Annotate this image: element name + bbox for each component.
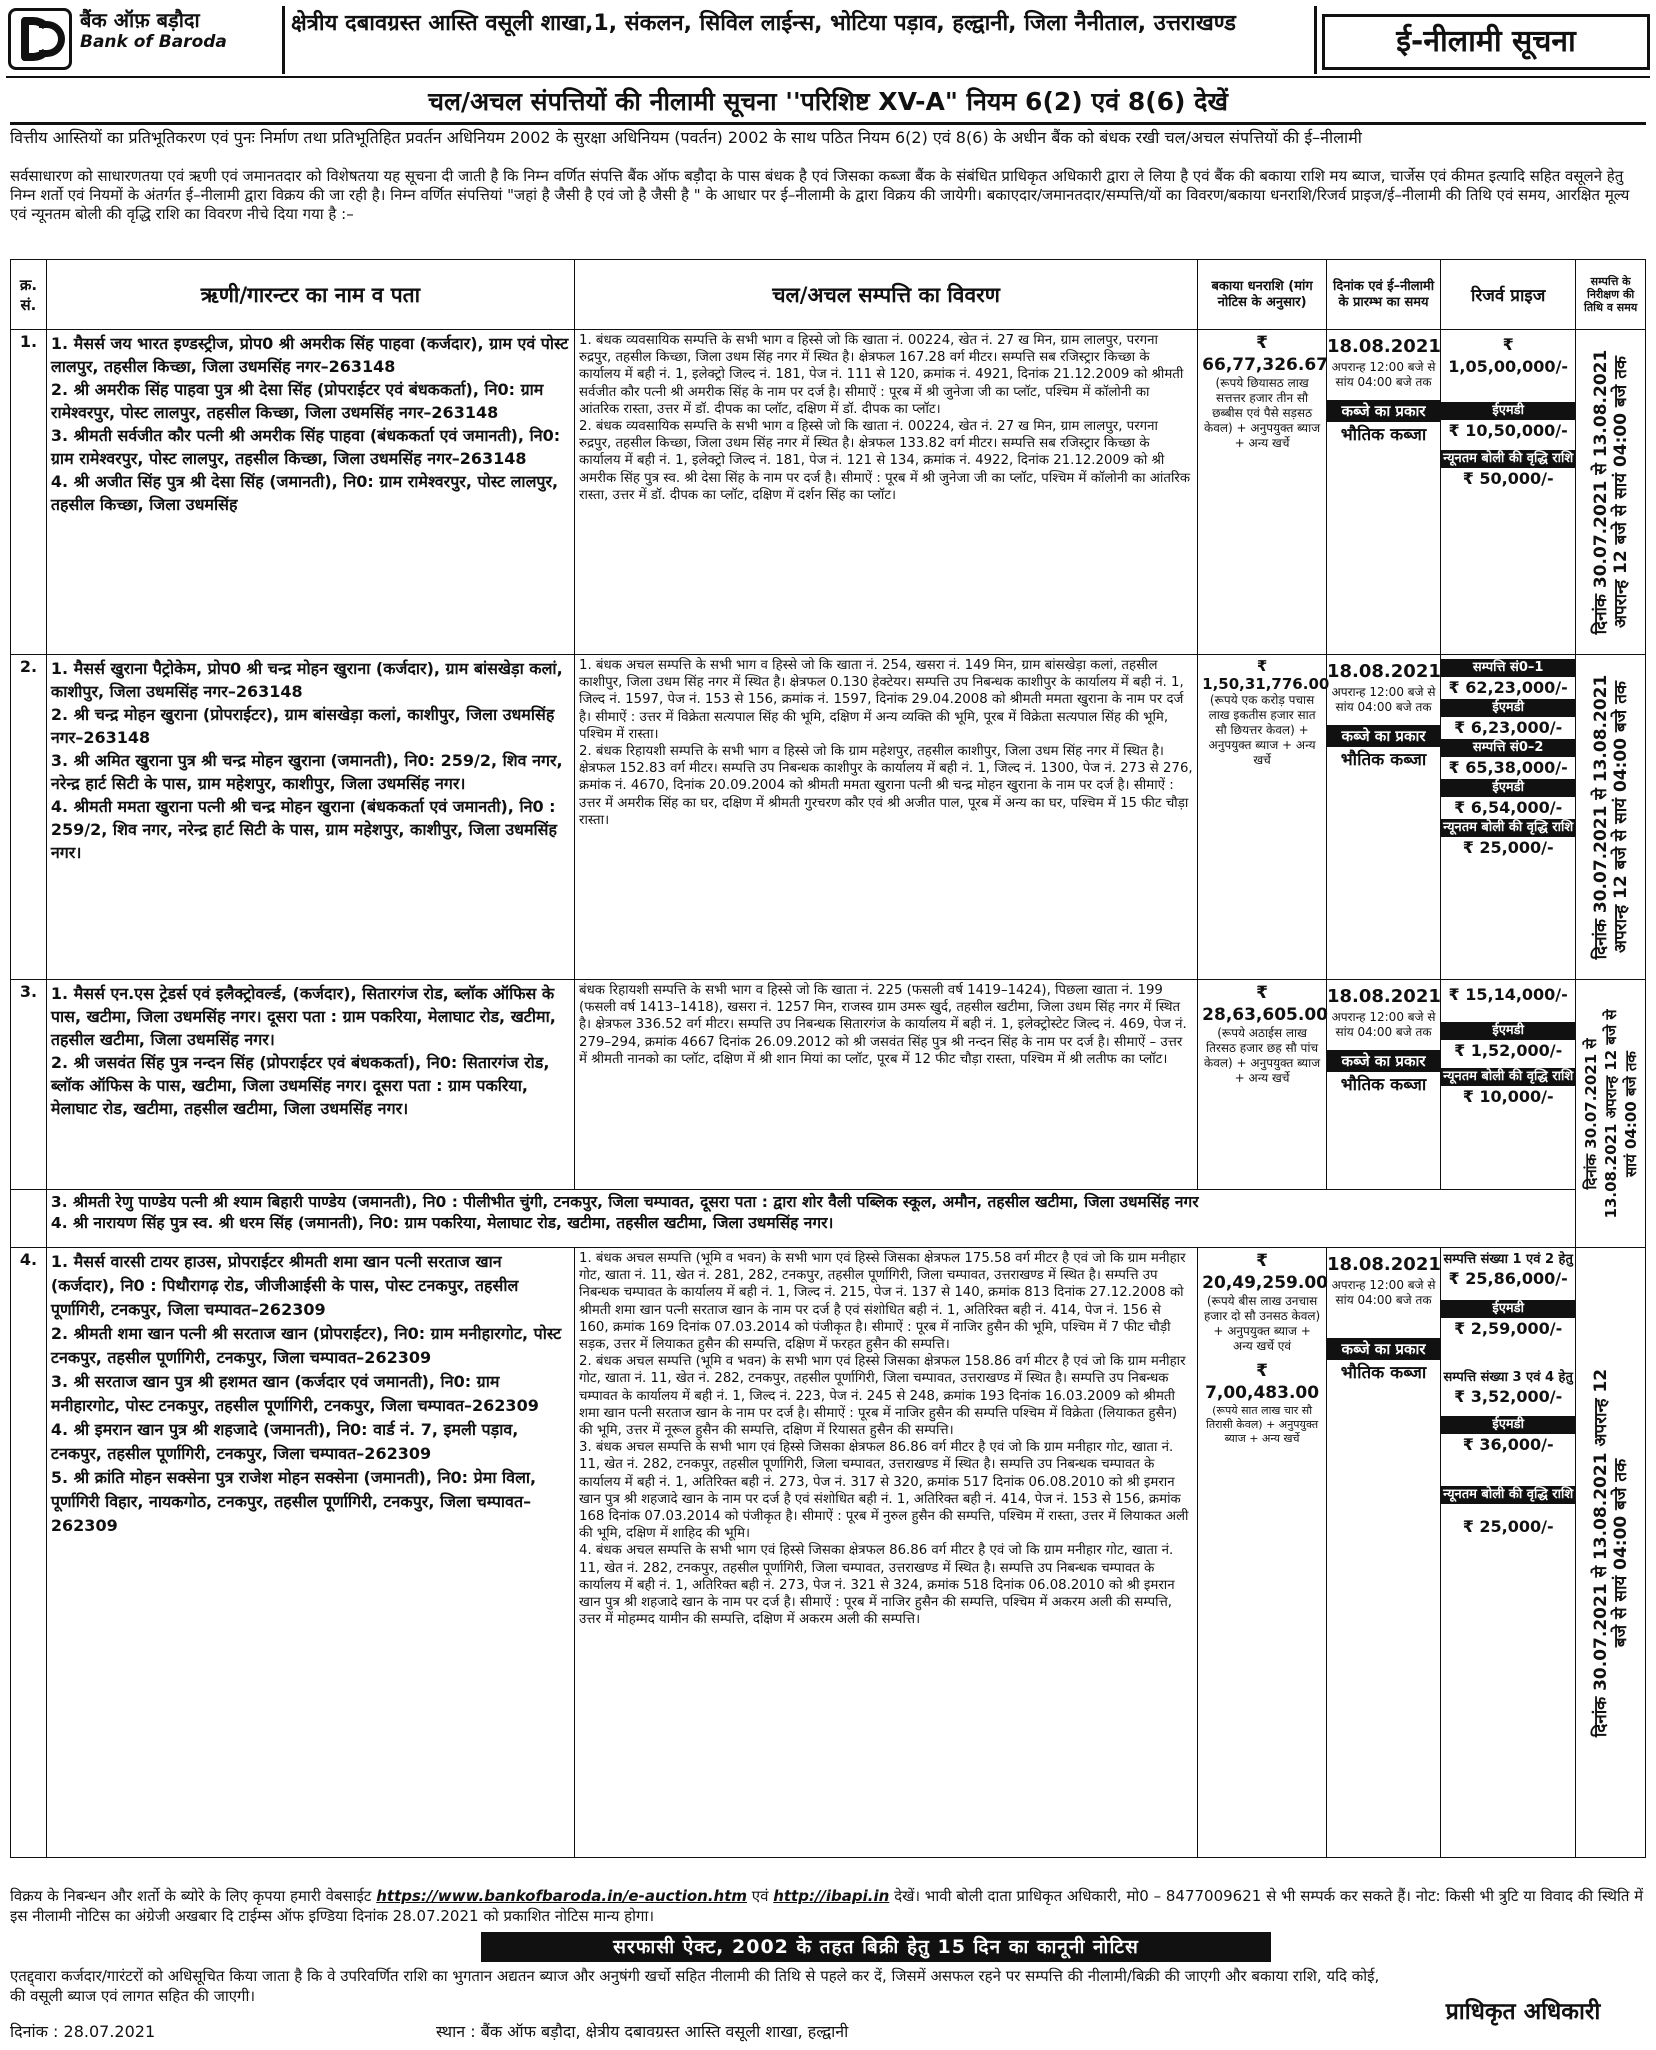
dues-words-2: (रूपये सात लाख चार सौ तिरासी केवल) + अनुपयुक्त ब्याज + अन्य खर्चे — [1206, 1404, 1319, 1445]
property-cell — [575, 655, 1198, 980]
bank-name-hindi: बैंक ऑफ़ बड़ौदा — [80, 8, 200, 32]
auction-date: 18.08.2021 — [1327, 336, 1441, 357]
auction-date-cell — [1327, 1248, 1441, 1858]
inspection-cell — [1576, 655, 1646, 980]
party-entry: 2. श्रीमती शमा खान पत्नी श्री सरताज खान (प्रोपराईटर), नि0: ग्राम मनीहारगोट, पोस्ट टनकपुर, तहसील पूर्णागिरी, टनकपुर, जिला चम्पावत–262309 — [50, 1324, 562, 1367]
emd-label: ईएमडी — [1441, 1022, 1575, 1040]
sarfaesi-text: एतद्द्वारा कर्जदार/गारंटरों को अधिसूचित किया जाता है कि वे उपरिवर्णित राशि का भुगतान अद्यतन ब्याज और अनुषंगी खर्चो सहित नीलामी की तिथि से पहले कर दें, जिसमें असफल रहने पर सम्पत्ति की नीलामी/बिक्री की जाएगी और बकाया राशि, यदि कोई, की वसूली ब्याज एवं लागत सहित की जाएगी। — [10, 1967, 1380, 2005]
table-row-extra-parties — [11, 1190, 1646, 1248]
inspection-cell — [1576, 980, 1646, 1248]
dues-amount: ₹ 66,77,326.67 — [1202, 333, 1328, 375]
table-row — [11, 980, 1646, 1190]
borrower-cell — [46, 655, 574, 980]
page-title: चल/अचल संपत्तियों की नीलामी सूचना ''परिशिष्ट XV-A" नियम 6(2) एवं 8(6) देखें — [428, 87, 1228, 116]
auction-time: अपरान्ह 12:00 बजे से सांय 04:00 बजे तक — [1331, 360, 1436, 389]
dues-cell — [1198, 330, 1327, 655]
dues-amount: ₹ 28,63,605.00 — [1202, 983, 1328, 1025]
property-entry: 2. बंधक रिहायशी सम्पत्ति के सभी भाग व हिस्से जो कि ग्राम महेशपुर, तहसील काशीपुर, जिला उधम सिंह नगर में स्थित है। क्षेत्रफल 152.83 वर्ग मीटर। सम्पत्ति उप निबन्धक काशीपुर के कार्यालय में बही नं. 1, जिल्द नं. 1300, पेज नं. 273 से 276, क्रमांक नं. 4670, दिनांक 20.09.2004 को श्रीमती ममता खुराना पत्नी श्री चन्द्र मोहन खुराना के नाम पर दर्ज है। सीमाऐं : उत्तर में अमरीक सिंह का घर, दक्षिण में श्रीमती गुरचरण कौर एवं श्री अजीत पाल, पूरब में अन्य का घर, पश्चिम में 15 फीट चौड़ा रास्ता। — [579, 744, 1193, 828]
min-bid-amount: ₹ 10,000/- — [1462, 1087, 1554, 1106]
property-entry: 3. बंधक अचल सम्पत्ति के सभी भाग एवं हिस्से जिसका क्षेत्रफल 86.86 वर्ग मीटर है एवं जो कि ग्राम मनीहार गोट, खाता नं. 11, खेत नं. 282, टनकपुर, तहसील पूर्णागिरी, जिला चम्पावत, उत्तराखण्ड में स्थित है। सम्पत्ति उप निबन्धक चम्पावत के कार्यालय में बही नं. 1, अतिरिक्त बही नं. 273, पेज नं. 317 से 320, क्रमांक 517 दिनांक 06.08.2010 को श्री इमरान खान पुत्र श्री शहजादे खान के नाम पर दर्ज है एवं संशोधित बही नं. 1, अतिरिक्त बही नं. 414, पेज नं. 153 से 156, क्रमांक 168 दिनांक 07.03.2014 को पंजीकृत है। सीमाऐं : पूरब में नुरुल हुसैन की सम्पत्ति, पश्चिम में रास्ता, उत्तर में लियाकत अली की भूमि, दक्षिण में शाहिद की भूमि। — [579, 1440, 1189, 1542]
auction-time: अपरान्ह 12:00 बजे से सांय 04:00 बजे तक — [1331, 685, 1436, 714]
emd-label: ईएमडी — [1441, 402, 1575, 420]
borrower-cell — [46, 980, 574, 1190]
auction-time: अपरान्ह 12:00 बजे से सांय 04:00 बजे तक — [1331, 1278, 1436, 1307]
notice-place: स्थान : बैंक ऑफ बड़ौदा, क्षेत्रीय दबावग्रस्त आस्ति वसूली शाखा, हल्द्वानी — [436, 2022, 849, 2041]
property-cell — [575, 980, 1198, 1190]
party-entry: 1. मैसर्स वारसी टायर हाउस, प्रोपराईटर श्रीमती शमा खान पत्नी सरताज खान (कर्जदार), नि0 : पिथौरागढ़ रोड, जीजीआईसी के पास, पोस्ट टनकपुर, तहसील पूर्णागिरी, टनकपुर, जिला चम्पावत–262309 — [50, 1252, 519, 1319]
table-row — [11, 1248, 1646, 1858]
party-entry: 1. मैसर्स जय भारत इण्डस्ट्रीज, प्रोप0 श्री अमरीक सिंह पाहवा (कर्जदार), ग्राम एवं पोस्ट लालपुर, तहसील किच्छा, जिला उधमसिंह नगर–263148 — [50, 334, 569, 376]
table-header-row — [11, 260, 1646, 330]
header-divider — [282, 6, 285, 74]
reserve-price-cell — [1441, 655, 1576, 980]
serial-number: 3. — [11, 980, 47, 1190]
min-bid-amount: ₹ 25,000/- — [1462, 1517, 1554, 1536]
sarfaesi-heading: सरफासी ऐक्ट, 2002 के तहत बिक्री हेतु 15 दिन का कानूनी नोटिस — [481, 1932, 1271, 1962]
min-bid-label: न्यूनतम बोली की वृद्धि राशि — [1441, 450, 1575, 468]
column-header-inspection: सम्पत्ति के निरीक्षण की तिथि व समय — [1576, 260, 1646, 330]
emd-amount: ₹ 36,000/- — [1462, 1435, 1554, 1454]
property-entry: 1. बंधक अचल सम्पत्ति के सभी भाग व हिस्से जो कि खाता नं. 254, खसरा नं. 149 मिन, ग्राम बांसखेड़ा कलां, तहसील काशीपुर, जिला उधम सिंह नगर में स्थित है। क्षेत्रफल 0.130 हेक्टेयर। सम्पत्ति उप निबन्धक काशीपुर के कार्यालय में बही नं. 1, जिल्द नं. 1597, पेज नं. 153 से 156, क्रमांक नं. 1597, दिनांक 29.04.2008 को श्रीमती ममता खुराना के नाम पर दर्ज है। सीमाऐं : उत्तर में विक्रेता सत्यपाल सिंह की भूमि, दक्षिण में अन्य व्यक्ति की भूमि, पूरब में विक्रेता सत्यपाल सिंह की भूमि, पश्चिम में रास्ता। — [579, 658, 1184, 742]
branch-address: क्षेत्रीय दबावग्रस्त आस्ति वसूली शाखा,1, संकलन, सिविल लाईन्स, भोटिया पड़ाव, हल्द्वानी, जिला नैनीताल, उत्तराखण्ड — [291, 11, 1236, 36]
intro-paragraph: सर्वसाधारण को साधारणतया एवं ऋणी एवं जमानतदार को विशेषतया यह सूचना दी जाती है कि निम्न वर्णित संपत्ति बैंक ऑफ बड़ौदा के पास बंधक है एवं जिसका कब्जा बैंक के संबंधित प्राधिकृत अधिकारी द्वारा ले लिया है एवं बैंक की बकाया राशि मय ब्याज, चार्जेस एवं कीमत इत्यादि सहित वसूलने हेतु निम्न शर्तो एवं नियमों के अंतर्गत ई–नीलामी द्वारा विक्रय की जा रही है। निम्न वर्णित संपत्तियां "जहां है जैसी है एवं जो है जैसी है " के आधार पर ई–नीलामी के द्वारा विक्रय की जायेगी। बकाएदार/जमानतदार/सम्पत्ति/यों का विवरण/बकाया धनराशि/रिजर्व प्राइज/ई–नीलामी की तिथि एवं समय, आरक्षित मूल्य एवं न्यूनतम बोली की वृद्धि राशि का विवरण नीचे दिया गया है :– — [10, 167, 1630, 223]
dues-words: (रूपये एक करोड़ पचास लाख इकतीस हजार सात सौ छियत्तर केवल) + अनुपयुक्त ब्याज + अन्य खर्चे — [1208, 693, 1316, 767]
terms-text-pre: विक्रय के निबन्धन और शर्तो के ब्योरे के लिए कृपया हमारी वेबसाईट — [10, 1887, 372, 1905]
dues-words: (रूपये छियासठ लाख सत्तत्तर हजार तीन सौ छब्बीस एवं पैसे सड़सठ केवल) + अनुपयुक्त ब्याज + अन्य खर्चे — [1204, 376, 1321, 450]
dues-words: (रूपये अठाईस लाख तिरसठ हजार छह सौ पांच केवल) + अनुपयुक्त ब्याज + अन्य खर्चे — [1204, 1026, 1321, 1085]
min-bid-amount: ₹ 25,000/- — [1462, 838, 1554, 857]
auction-website-link[interactable]: https://www.bankofbaroda.in/e-auction.htm — [376, 1887, 747, 1905]
property-entry: बंधक रिहायशी सम्पत्ति के सभी भाग व हिस्से जो कि खाता नं. 225 (फसली वर्ष 1419–1424), पिछला खाता नं. 199 (फसली वर्ष 1413–1418), खसरा नं. 1257 मिन, राजस्व ग्राम उमरू खुर्द, तहसील खटीमा, जिला उधम सिंह नगर में स्थित है। क्षेत्रफल 336.52 वर्ग मीटर। सम्पत्ति उप निबन्धक सितारगंज के कार्यालय में बही नं. 1, इलेक्ट्रोस्टेट जिल्द नं. 469, पेज नं. 279–294, क्रमांक 4667 दिनांक 26.09.2012 को श्री जसवंत सिंह पुत्र श्री नन्दन सिंह के नाम पर दर्ज है। सीमाऐं – उत्तर में श्रीमती नानको का प्लॉट, दक्षिण में श्री शान मियां का प्लॉट, पूरब में 12 फीट चौड़ा रास्ता, पश्चिम में श्री लतीफ का प्लॉट। — [579, 983, 1187, 1067]
reserve-price: ₹ 25,86,000/- — [1448, 1269, 1568, 1288]
reserve-price: ₹ 3,52,000/- — [1454, 1387, 1563, 1406]
auction-date: 18.08.2021 — [1327, 1254, 1441, 1275]
header-divider — [1314, 6, 1317, 74]
auction-table — [10, 259, 1646, 1858]
reserve-price: ₹ 1,05,00,000/- — [1448, 335, 1569, 376]
party-entry: 5. श्री क्रांति मोहन सक्सेना पुत्र राजेश मोहन सक्सेना (जमानती), नि0: प्रेमा विला, पूर्णागिरी विहार, नायकगोठ, टनकपुर, तहसील पूर्णागिरी, टनकपुर, जिला चम्पावत–262309 — [50, 1468, 537, 1535]
possession-type-label: कब्जे का प्रकार — [1327, 1050, 1440, 1072]
property-entry: 1. बंधक अचल सम्पत्ति (भूमि व भवन) के सभी भाग एवं हिस्से जिसका क्षेत्रफल 175.58 वर्ग मीटर है एवं जो कि ग्राम मनीहार गोट, खाता नं. 11, खेत नं. 281, 282, टनकपुर, तहसील पूर्णागिरी, जिला चम्पावत, उत्तराखण्ड में स्थित है। सम्पत्ति उप निबन्धक चम्पावत के कार्यालय में बही नं. 1, जिल्द नं. 215, पेज नं. 137 से 140, क्रमांक 813 दिनांक 27.12.2008 को श्रीमती शमा खान पत्नी सरताज खान के नाम पर दर्ज है एवं संशोधित बही नं. 1, अतिरिक्त बही नं. 414, पेज नं. 156 से 160, क्रमांक 169 दिनांक 07.03.2014 को पंजीकृत है। सीमाऐं : पूरब में नाजिर हुसैन की भूमि, पश्चिम में 7 फीट चौड़ी सड़क, उत्तर में लियाकत हुसैन की सम्पत्ति, दक्षिण में फरहत हुसैन की सम्पत्ति। — [579, 1251, 1186, 1353]
intro-heading: वित्तीय आस्तियों का प्रतिभूतिकरण एवं पुनः निर्माण तथा प्रतिभूतिहित प्रवर्तन अधिनियम 2002 के सुरक्षा अधिनियम (पवर्तन) 2002 के साथ पठित नियम 6(2) एवं 8(6) के अधीन बैंक को बंधक रखी चल/अचल संपत्तियों की ई–नीलामी — [10, 128, 1362, 147]
terms-text-mid: एवं — [751, 1887, 769, 1905]
possession-type-value: भौतिक कब्जा — [1340, 425, 1427, 445]
auction-time: अपरान्ह 12:00 बजे से सांय 04:00 बजे तक — [1331, 1010, 1436, 1039]
party-entry: 4. श्री नारायण सिंह पुत्र स्व. श्री धरम सिंह (जमानती), नि0: ग्राम पकरिया, मेलाघाट रोड, खटीमा, तहसील खटीमा, जिला उधमसिंह नगर। — [50, 1214, 834, 1232]
party-entry: 3. श्रीमती रेणु पाण्डेय पत्नी श्री श्याम बिहारी पाण्डेय (जमानती), नि0 : पीलीभीत चुंगी, टनकपुर, जिला चम्पावत, दूसरा पता : द्वारा शोर वैली पब्लिक स्कूल, अमौन, तहसील खटीमा, जिला उधमसिंह नगर — [50, 1193, 1199, 1211]
notice-page — [6, 4, 1650, 2046]
property-group-label: सम्पत्ति संख्या 1 एवं 2 हेतु — [1443, 1252, 1573, 1267]
reserve-price: ₹ 62,23,000/- — [1448, 678, 1568, 697]
column-header-sn: क्र. सं. — [11, 260, 47, 330]
auction-date: 18.08.2021 — [1327, 986, 1441, 1007]
min-bid-label: न्यूनतम बोली की वृद्धि राशि — [1441, 819, 1575, 837]
dues-amount-2: ₹ 7,00,483.00 — [1205, 1361, 1320, 1403]
emd-label: ईएमडी — [1441, 779, 1575, 797]
party-entry: 4. श्रीमती ममता खुराना पत्नी श्री चन्द्र मोहन खुराना (बंधककर्ता एवं जमानती), नि0 : 259/2, शिव नगर, नरेन्द्र हार्ट सिटी के पास, ग्राम महेशपुर, काशीपुर, जिला उधमसिंह नगर। — [50, 797, 557, 862]
bank-logo — [8, 6, 278, 76]
dues-cell — [1198, 1248, 1327, 1858]
serial-number: 2. — [11, 655, 47, 980]
reserve-price: ₹ 65,38,000/- — [1448, 758, 1568, 777]
dues-amount: ₹ 20,49,259.00 — [1202, 1251, 1328, 1293]
column-header-auction-date: दिनांक एवं ई–नीलामी के प्रारम्भ का समय — [1327, 260, 1441, 330]
column-header-reserve-price: रिजर्व प्राइज — [1441, 260, 1576, 330]
possession-type-label: कब्जे का प्रकार — [1327, 725, 1440, 747]
possession-type-label: कब्जे का प्रकार — [1327, 400, 1440, 422]
bank-logo-icon — [8, 8, 72, 70]
emd-amount: ₹ 2,59,000/- — [1454, 1319, 1563, 1338]
possession-type-value: भौतिक कब्जा — [1340, 750, 1427, 770]
property-cell — [575, 1248, 1198, 1858]
property-2-label: सम्पत्ति सं0–2 — [1441, 739, 1575, 757]
reserve-price-cell — [1441, 980, 1576, 1190]
table-row — [11, 655, 1646, 980]
emd-label: ईएमडी — [1441, 1416, 1575, 1434]
inspection-date: दिनांक 30.07.2021 से 13.08.2021 अपरान्ह 12 बजे से सायं 04:00 बजे तक — [1581, 1009, 1640, 1218]
notice-type-badge: ई-नीलामी सूचना — [1322, 14, 1650, 70]
possession-type-value: भौतिक कब्जा — [1340, 1075, 1427, 1095]
terms-text-post: देखें। भावी बोली दाता प्राधिकृत अधिकारी, मो0 – 8477009621 से भी सम्पर्क कर सकते हैं। नोट: किसी भी त्रुटि या विवाद की स्थिति में इस नीलामी नोटिस का अंग्रेजी अखबार दि टाईम्स ऑफ इण्डिया दिनांक 28.07.2021 को प्रकाशित नोटिस मान्य होगा। — [10, 1887, 1644, 1925]
property-cell — [575, 330, 1198, 655]
dues-cell — [1198, 655, 1330, 980]
reserve-price-cell — [1441, 330, 1576, 655]
emd-label: ईएमडी — [1441, 699, 1575, 717]
party-entry: 2. श्री जसवंत सिंह पुत्र नन्दन सिंह (प्रोपराईटर एवं बंधककर्ता), नि0: सितारगंज रोड, ब्लॉक ऑफिस के पास, खटीमा, जिला उधमसिंह नगर। दूसरा पता : ग्राम पकरिया, मेलाघाट रोड, खटीमा, तहसील खटीमा, जिला उधमसिंह नगर। — [50, 1053, 550, 1118]
min-bid-amount: ₹ 50,000/- — [1462, 469, 1554, 488]
possession-type-label: कब्जे का प्रकार — [1327, 1338, 1440, 1360]
party-entry: 2. श्री चन्द्र मोहन खुराना (प्रोपराईटर), ग्राम बांसखेड़ा कलां, काशीपुर, जिला उधमसिंह नगर–263148 — [50, 705, 555, 747]
reserve-price-cell — [1441, 1248, 1576, 1858]
property-1-label: सम्पत्ति सं0–1 — [1441, 659, 1575, 677]
column-header-dues: बकाया धनराशि (मांग नोटिस के अनुसार) — [1198, 260, 1327, 330]
emd-amount: ₹ 1,52,000/- — [1454, 1041, 1563, 1060]
auction-date: 18.08.2021 — [1327, 661, 1441, 682]
property-entry: 1. बंधक व्यवसायिक सम्पत्ति के सभी भाग व हिस्से जो कि खाता नं. 00224, खेत नं. 27 ख मिन, ग्राम लालपुर, परगना रुद्रपुर, तहसील किच्छा, जिला उधम सिंह नगर में स्थित है। क्षेत्रफल 167.28 वर्ग मीटर। सम्पत्ति सब रजिस्ट्रार किच्छा के कार्यालय में बही नं. 1, इलेक्ट्रो जिल्द नं. 181, पेज नं. 111 से 120, क्रमांक नं. 4921, दिनांक 21.12.2009 को श्रीमती सर्वजीत कौर पत्नी श्री अमरीक सिंह के नाम पर दर्ज है। सीमाऐं : पूरब में श्री जुनेजा जी का प्लॉट, पश्चिम में कॉलोनी का आंतरिक रास्ता, उत्तर में डॉ. दीपक का प्लॉट, दक्षिण में डॉ. दीपक का प्लॉट। — [579, 333, 1184, 417]
table-row — [11, 330, 1646, 655]
min-bid-label: न्यूनतम बोली की वृद्धि राशि — [1441, 1486, 1575, 1504]
inspection-date: दिनांक 30.07.2021 से 13.08.2021 अपरान्ह 12 बजे से सायं 04:00 बजे तक — [1590, 349, 1631, 635]
terms-note — [10, 1886, 1646, 1926]
party-entry: 4. श्री इमरान खान पुत्र श्री शहजादे (जमानती), नि0: वार्ड नं. 7, इमली पड़ाव, टनकपुर, तहसील पूर्णागिरी, टनकपुर, जिला चम्पावत–262309 — [50, 1420, 519, 1463]
emd-label: ईएमडी — [1441, 1300, 1575, 1318]
inspection-cell — [1576, 330, 1646, 655]
title-divider — [10, 122, 1646, 125]
notice-date: दिनांक : 28.07.2021 — [10, 2022, 156, 2041]
emd-amount: ₹ 6,54,000/- — [1454, 798, 1563, 817]
dues-amount: ₹ 1,50,31,776.00 — [1202, 657, 1330, 693]
extra-parties-cell — [46, 1190, 1575, 1248]
property-entry: 2. बंधक व्यवसायिक सम्पत्ति के सभी भाग व हिस्से जो कि खाता नं. 00224, खेत नं. 27 ख मिन, ग्राम लालपुर, परगना रुद्रपुर, तहसील किच्छा, जिला उधम सिंह नगर में स्थित है। क्षेत्रफल 133.82 वर्ग मीटर। सम्पत्ति सब रजिस्ट्रार किच्छा के कार्यालय में बही नं. 1, इलेक्ट्रो जिल्द नं. 181, पेज नं. 121 से 134, क्रमांक नं. 4922, दिनांक 21.12.2009 को श्री अमरीक सिंह पुत्र स्व. श्री देसा सिंह के नाम पर दर्ज है। सीमाऐं : पूरब में श्री जुनेजा जी का प्लॉट, पश्चिम में कॉलोनी का आंतरिक रास्ता, उत्तर में डॉ. दीपक का प्लॉट, दक्षिण में दर्शन सिंह का प्लॉट। — [579, 419, 1191, 503]
party-entry: 4. श्री अजीत सिंह पुत्र श्री देसा सिंह (जमानती), नि0: ग्राम रामेश्वरपुर, पोस्ट लालपुर, तहसील किच्छा, जिला उधमसिंह — [50, 472, 559, 514]
serial-number: 4. — [11, 1248, 47, 1858]
dues-words: (रूपये बीस लाख उनचास हजार दो सौ उनसठ केवल) + अनुपयुक्त ब्याज + अन्य खर्चे एवं — [1203, 1294, 1321, 1353]
inspection-date: दिनांक 30.07.2021 से 13.08.2021 अपरान्ह 12 बजे से सायं 04:00 बजे तक — [1590, 674, 1631, 960]
header — [6, 4, 1650, 78]
emd-amount: ₹ 10,50,000/- — [1448, 421, 1568, 440]
column-header-property: चल/अचल सम्पत्ति का विवरण — [575, 260, 1198, 330]
borrower-cell — [46, 1248, 574, 1858]
min-bid-label: न्यूनतम बोली की वृद्धि राशि — [1441, 1068, 1575, 1086]
auction-date-cell — [1327, 655, 1441, 980]
reserve-price: ₹ 15,14,000/- — [1448, 985, 1568, 1004]
party-entry: 3. श्रीमती सर्वजीत कौर पत्नी श्री अमरीक सिंह पाहवा (बंधककर्ता एवं जमानती), नि0: ग्राम रामेश्वरपुर, पोस्ट लालपुर, तहसील किच्छा, जिला उधमसिंह नगर–263148 — [50, 426, 561, 468]
ibapi-link[interactable]: http://ibapi.in — [773, 1887, 890, 1905]
party-entry: 1. मैसर्स एन.एस ट्रेडर्स एवं इलैक्ट्रोवर्ल्ड, (कर्जदार), सितारगंज रोड, ब्लॉक ऑफिस के पास, खटीमा, जिला उधमसिंह नगर। दूसरा पता : ग्राम पकरिया, मेलाघाट रोड, खटीमा, तहसील खटीमा, जिला उधमसिंह नगर। — [50, 984, 556, 1049]
auction-date-cell — [1327, 980, 1441, 1190]
column-header-borrower: ऋणी/गारन्टर का नाम व पता — [46, 260, 574, 330]
possession-type-value: भौतिक कब्जा — [1340, 1363, 1427, 1383]
dues-cell — [1198, 980, 1327, 1190]
authorized-officer: प्राधिकृत अधिकारी — [1445, 1999, 1601, 2025]
borrower-cell — [46, 330, 574, 655]
serial-number: 1. — [11, 330, 47, 655]
party-entry: 1. मैसर्स खुराना पैट्रोकेम, प्रोप0 श्री चन्द्र मोहन खुराना (कर्जदार), ग्राम बांसखेड़ा कलां, काशीपुर, जिला उधमसिंह नगर–263148 — [50, 659, 563, 701]
bank-name-english: Bank of Baroda — [80, 32, 227, 52]
emd-amount: ₹ 6,23,000/- — [1454, 718, 1563, 737]
property-entry: 2. बंधक अचल सम्पत्ति (भूमि व भवन) के सभी भाग एवं हिस्से जिसका क्षेत्रफल 158.86 वर्ग मीटर है एवं जो कि ग्राम मनीहार गोट, खाता नं. 11, खेत नं. 282, टनकपुर, तहसील पूर्णागिरी, जिला चम्पावत, उत्तराखण्ड में स्थित है। सम्पत्ति उप निबन्धक चम्पावत के कार्यालय में बही नं. 1, जिल्द नं. 223, पेज नं. 245 से 248, क्रमांक 193 दिनांक 16.03.2009 को श्रीमती शमा खान पत्नी सरताज खान के नाम पर दर्ज है। सीमाऐं : पूरब में नाजिर हुसैन की सम्पत्ति पश्चिम में विक्रेता (लियाकत हुसैन) की भूमि, उत्तर में नूरूल हुसैन की सम्पत्ति, दक्षिण में रियासत हुसैन की सम्पत्ति। — [579, 1354, 1186, 1439]
serial-number-blank — [11, 1190, 47, 1248]
property-group-label: सम्पत्ति संख्या 3 एवं 4 हेतु — [1443, 1370, 1573, 1385]
party-entry: 3. श्री अमित खुराना पुत्र श्री चन्द्र मोहन खुराना (जमानती), नि0: 259/2, शिव नगर, नरेन्द्र हार्ट सिटी के पास, ग्राम महेशपुर, काशीपुर, जिला उधमसिंह नगर। — [50, 751, 563, 793]
auction-date-cell — [1327, 330, 1441, 655]
party-entry: 3. श्री सरताज खान पुत्र श्री हशमत खान (कर्जदार एवं जमानती), नि0: ग्राम मनीहारगोट, पोस्ट टनकपुर, तहसील पूर्णागिरी, टनकपुर, जिला चम्पावत–262309 — [50, 1372, 539, 1415]
property-entry: 4. बंधक अचल सम्पत्ति के सभी भाग एवं हिस्से जिसका क्षेत्रफल 86.86 वर्ग मीटर है एवं जो कि ग्राम मनीहार गोट, खाता नं. 11, खेत नं. 282, टनकपुर, तहसील पूर्णागिरी, जिला चम्पावत, उत्तराखण्ड में स्थित है। सम्पत्ति उप निबन्धक चम्पावत के कार्यालय में बही नं. 1, अतिरिक्त बही नं. 273, पेज नं. 321 से 324, क्रमांक 518 दिनांक 06.08.2010 को श्री इमरान खान पुत्र श्री शहजादे खान के नाम पर दर्ज है। सीमाऐं : पूरब में नाजिर हुसैन की सम्पत्ति, पश्चिम में अकरम अली की सम्पत्ति, उत्तर में मोहम्मद यामीन की सम्पत्ति, दक्षिण में अकरम अली की सम्पत्ति। — [579, 1543, 1175, 1628]
party-entry: 2. श्री अमरीक सिंह पाहवा पुत्र श्री देसा सिंह (प्रोपराईटर एवं बंधककर्ता), नि0: ग्राम रामेश्वरपुर, पोस्ट लालपुर, तहसील किच्छा, जिला उधमसिंह नगर–263148 — [50, 380, 544, 422]
inspection-cell — [1576, 1248, 1646, 1858]
inspection-date: दिनांक 30.07.2021 से 13.08.2021 अपरान्ह 12 बजे से सायं 04:00 बजे तक — [1590, 1368, 1631, 1737]
